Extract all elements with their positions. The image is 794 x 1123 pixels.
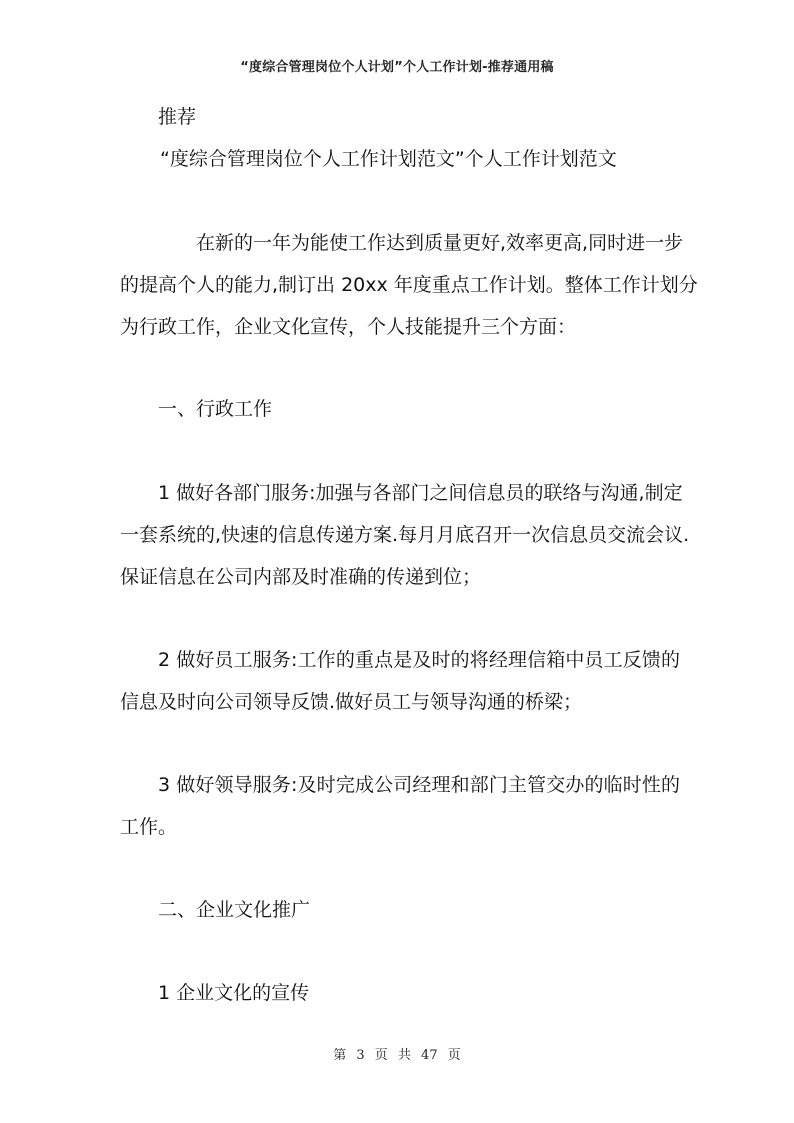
item3-line-2: 工作。 [120, 816, 178, 838]
intro-line-3: 为行政工作，企业文化宣传，个人技能提升三个方面： [120, 316, 577, 338]
section-heading-culture: 二、企业文化推广 [158, 899, 311, 921]
item1-line-3: 保证信息在公司内部及时准确的传递到位； [120, 566, 482, 588]
page-number: 第 3 页 共 47 页 [333, 1048, 461, 1063]
item1-line-1: 1 做好各部门服务:加强与各部门之间信息员的联络与沟通,制定 [158, 482, 683, 504]
intro-line-2: 的提高个人的能力,制订出 20xx 年度重点工作计划。整体工作计划分 [120, 274, 698, 296]
item2-line-2: 信息及时向公司领导反馈.做好员工与领导沟通的桥梁； [120, 691, 583, 713]
item1-line-2: 一套系统的,快速的信息传递方案.每月月底召开一次信息员交流会议. [120, 524, 690, 546]
recommend-label: 推荐 [158, 106, 197, 128]
intro-line-1: 在新的一年为能使工作达到质量更好,效率更高,同时进一步 [196, 232, 684, 254]
item2-line-1: 2 做好员工服务:工作的重点是及时的将经理信箱中员工反馈的 [158, 649, 680, 671]
item4-line-1: 1 企业文化的宣传 [158, 982, 310, 1004]
document-title: “度综合管理岗位个人工作计划范文”个人工作计划范文 [160, 148, 617, 170]
section-heading-admin: 一、行政工作 [158, 398, 273, 420]
item3-line-1: 3 做好领导服务:及时完成公司经理和部门主管交办的临时性的 [158, 774, 680, 796]
running-header: “度综合管理岗位个人计划”个人工作计划-推荐通用稿 [240, 60, 554, 75]
